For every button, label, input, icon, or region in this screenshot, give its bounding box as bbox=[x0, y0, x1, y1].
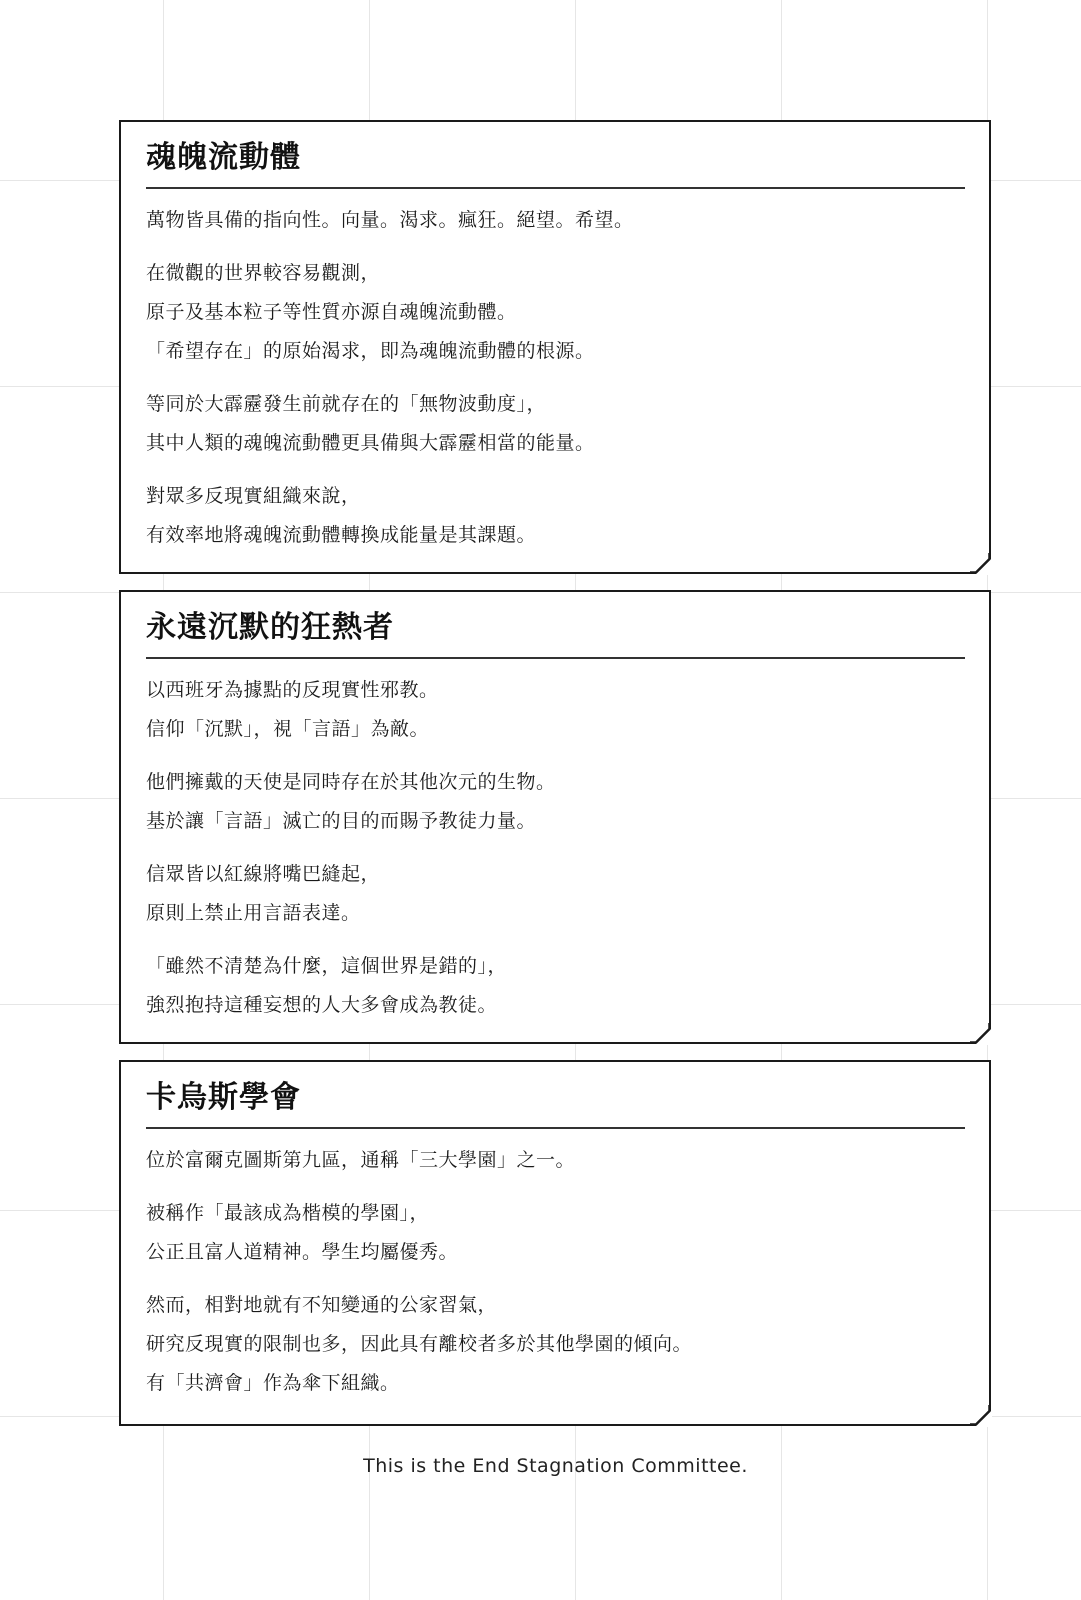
text-line: 研究反現實的限制也多，因此具有離校者多於其他學園的傾向。 bbox=[146, 1332, 693, 1355]
title-divider bbox=[146, 187, 965, 189]
title-divider bbox=[146, 657, 965, 659]
text-line: 公正且富人道精神。學生均屬優秀。 bbox=[146, 1240, 459, 1263]
title-divider bbox=[146, 1127, 965, 1129]
text-line: 信仰「沉默」，視「言語」為敵。 bbox=[146, 717, 430, 740]
paragraph bbox=[146, 477, 965, 555]
text-line: 以西班牙為據點的反現實性邪教。 bbox=[146, 678, 439, 701]
section-card-silent-zealots bbox=[119, 590, 991, 1044]
text-line: 有效率地將魂魄流動體轉換成能量是其課題。 bbox=[146, 523, 537, 546]
text-line: 在微觀的世界較容易觀測， bbox=[146, 261, 381, 284]
footer-tagline: This is the End Stagnation Committee. bbox=[363, 1455, 748, 1477]
section-title: 卡烏斯學會 bbox=[146, 1080, 301, 1115]
paragraph bbox=[146, 671, 965, 749]
paragraph bbox=[146, 947, 965, 1025]
text-line: 被稱作「最該成為楷模的學園」， bbox=[146, 1201, 430, 1224]
text-line: 信眾皆以紅線將嘴巴縫起， bbox=[146, 862, 381, 885]
text-line: 「希望存在」的原始渴求，即為魂魄流動體的根源。 bbox=[146, 339, 595, 362]
section-card-kaus-society bbox=[119, 1060, 991, 1426]
text-line: 其中人類的魂魄流動體更具備與大霹靂相當的能量。 bbox=[146, 431, 595, 454]
text-line: 然而，相對地就有不知變通的公家習氣， bbox=[146, 1293, 498, 1316]
paragraph bbox=[146, 1194, 965, 1272]
section-title: 魂魄流動體 bbox=[146, 140, 301, 175]
text-line: 原子及基本粒子等性質亦源自魂魄流動體。 bbox=[146, 300, 517, 323]
section-title: 永遠沉默的狂熱者 bbox=[146, 610, 394, 645]
paragraph bbox=[146, 254, 965, 371]
text-line: 有「共濟會」作為傘下組織。 bbox=[146, 1371, 400, 1394]
paragraph bbox=[146, 385, 965, 463]
text-line: 他們擁戴的天使是同時存在於其他次元的生物。 bbox=[146, 770, 556, 793]
paragraph bbox=[146, 1141, 965, 1180]
corner-notch bbox=[970, 1023, 992, 1045]
text-line: 原則上禁止用言語表達。 bbox=[146, 901, 361, 924]
text-line: 萬物皆具備的指向性。向量。渴求。瘋狂。絕望。希望。 bbox=[146, 208, 634, 231]
corner-notch bbox=[970, 553, 992, 575]
text-line: 強烈抱持這種妄想的人大多會成為教徒。 bbox=[146, 993, 498, 1016]
paragraph bbox=[146, 855, 965, 933]
text-line: 基於讓「言語」滅亡的目的而賜予教徒力量。 bbox=[146, 809, 537, 832]
paragraph bbox=[146, 763, 965, 841]
paragraph bbox=[146, 1286, 965, 1403]
text-line: 等同於大霹靂發生前就存在的「無物波動度」， bbox=[146, 392, 547, 415]
paragraph bbox=[146, 201, 965, 240]
corner-notch bbox=[970, 1405, 992, 1427]
text-line: 位於富爾克圖斯第九區，通稱「三大學園」之一。 bbox=[146, 1148, 576, 1171]
text-line: 對眾多反現實組織來說， bbox=[146, 484, 361, 507]
text-line: 「雖然不清楚為什麼，這個世界是錯的」， bbox=[146, 954, 508, 977]
section-card-soul-fluid bbox=[119, 120, 991, 574]
